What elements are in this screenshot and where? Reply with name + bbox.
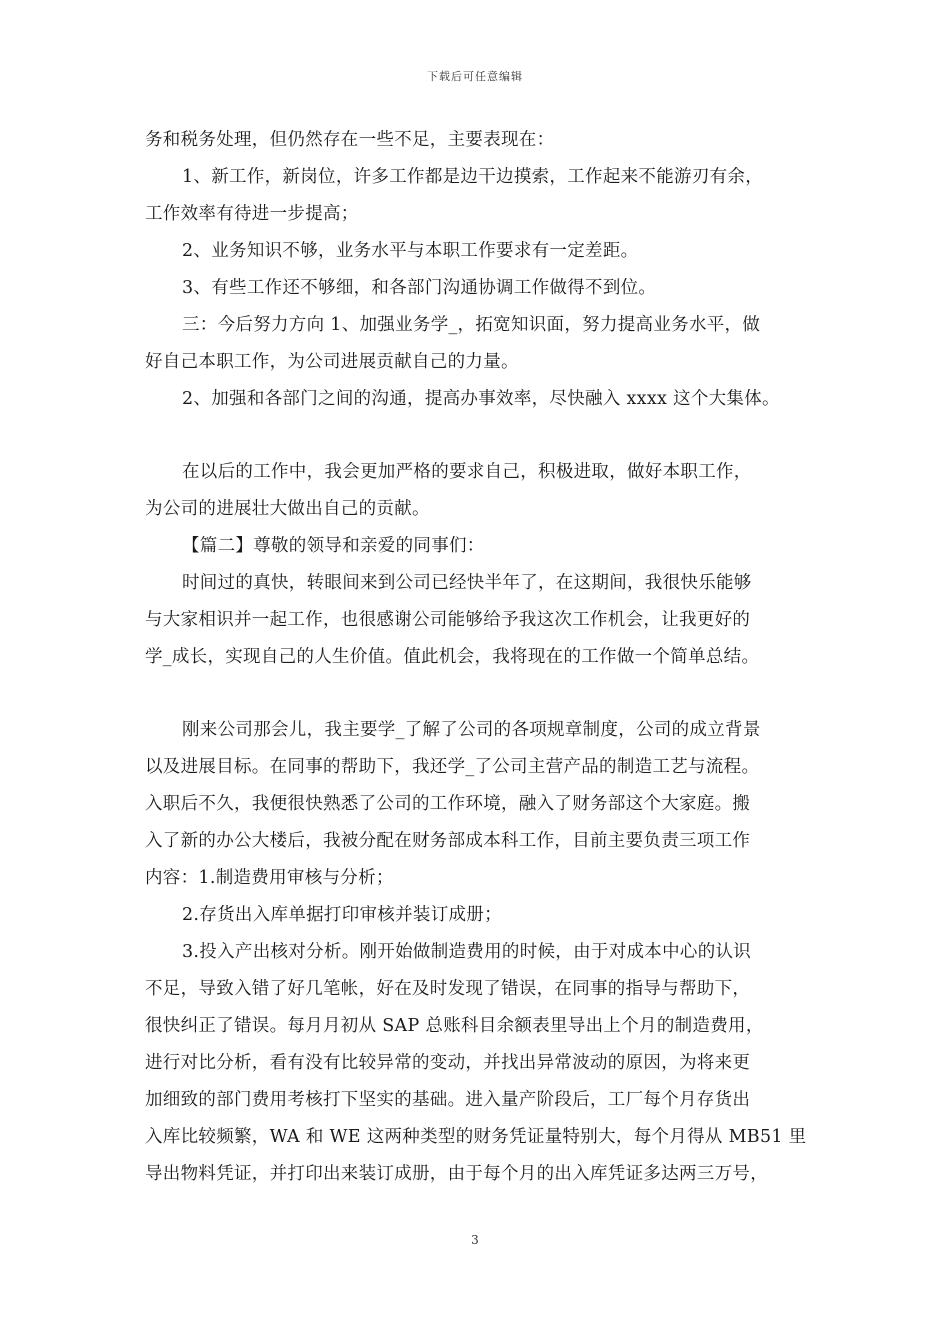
text-line: 与大家相识并一起工作，也很感谢公司能够给予我这次工作机会，让我更好的 bbox=[145, 610, 751, 630]
text-line: 务和税务处理，但仍然存在一些不足，主要表现在： bbox=[145, 130, 555, 150]
text-line: 工作效率有待进一步提高； bbox=[145, 204, 359, 224]
text-line: 内容：1.制造费用审核与分析； bbox=[145, 868, 394, 888]
text-line: 3.投入产出核对分析。刚开始做制造费用的时候，由于对成本中心的认识 bbox=[182, 942, 752, 962]
paragraph-gap bbox=[145, 418, 810, 454]
text-line: 时间过的真快，转眼间来到公司已经快半年了，在这期间，我很快乐能够 bbox=[182, 573, 752, 593]
text-line: 1、新工作，新岗位，许多工作都是边干边摸索，工作起来不能游刃有余， bbox=[182, 167, 764, 187]
text-line: 进行对比分析，看有没有比较异常的变动，并找出异常波动的原因，为将来更 bbox=[145, 1053, 751, 1073]
page-number: 3 bbox=[471, 1233, 479, 1247]
text-line: 学_成长，实现自己的人生价值。值此机会，我将现在的工作做一个简单总结。 bbox=[145, 647, 760, 667]
text-line: 三：今后努力方向 1、加强业务学_，拓宽知识面，努力提高业务水平，做 bbox=[182, 315, 761, 335]
text-line: 刚来公司那会儿，我主要学_了解了公司的各项规章制度，公司的成立背景 bbox=[182, 720, 761, 740]
text-line: 在以后的工作中，我会更加严格的要求自己，积极进取，做好本职工作， bbox=[182, 462, 752, 482]
text-line: 为公司的进展壮大做出自己的贡献。 bbox=[145, 499, 430, 519]
text-line: 3、有些工作还不够细，和各部门沟通协调工作做得不到位。 bbox=[182, 278, 657, 298]
text-line: 好自己本职工作，为公司进展贡献自己的力量。 bbox=[145, 352, 519, 372]
text-line: 2、业务知识不够，业务水平与本职工作要求有一定差距。 bbox=[182, 241, 639, 261]
text-line: 加细致的部门费用考核打下坚实的基础。进入量产阶段后，工厂每个月存货出 bbox=[145, 1090, 751, 1110]
document-body bbox=[145, 122, 810, 1193]
paragraph-gap bbox=[145, 676, 810, 712]
text-line: 入职后不久，我便很快熟悉了公司的工作环境，融入了财务部这个大家庭。搬 bbox=[145, 794, 751, 814]
text-line: 很快纠正了错误。每月月初从 SAP 总账科目余额表里导出上个月的制造费用， bbox=[145, 1016, 764, 1036]
page-header: 下载后可任意编辑 bbox=[427, 70, 523, 83]
text-line: 2、加强和各部门之间的沟通，提高办事效率，尽快融入 xxxx 这个大集体。 bbox=[182, 389, 780, 409]
text-line: 2.存货出入库单据打印审核并装订成册； bbox=[182, 905, 502, 925]
text-line: 入了新的办公大楼后，我被分配在财务部成本科工作，目前主要负责三项工作 bbox=[145, 831, 751, 851]
text-line: 入库比较频繁，WA 和 WE 这两种类型的财务凭证量特别大，每个月得从 MB51 里 bbox=[145, 1127, 807, 1147]
text-line: 以及进展目标。在同事的帮助下，我还学_了公司主营产品的制造工艺与流程。 bbox=[145, 757, 760, 777]
text-line: 导出物料凭证，并打印出来装订成册，由于每个月的出入库凭证多达两三万号， bbox=[145, 1164, 768, 1184]
section-heading: 【篇二】尊敬的领导和亲爱的同事们： bbox=[182, 536, 485, 556]
text-line: 不足，导致入错了好几笔帐，好在及时发现了错误，在同事的指导与帮助下， bbox=[145, 979, 751, 999]
